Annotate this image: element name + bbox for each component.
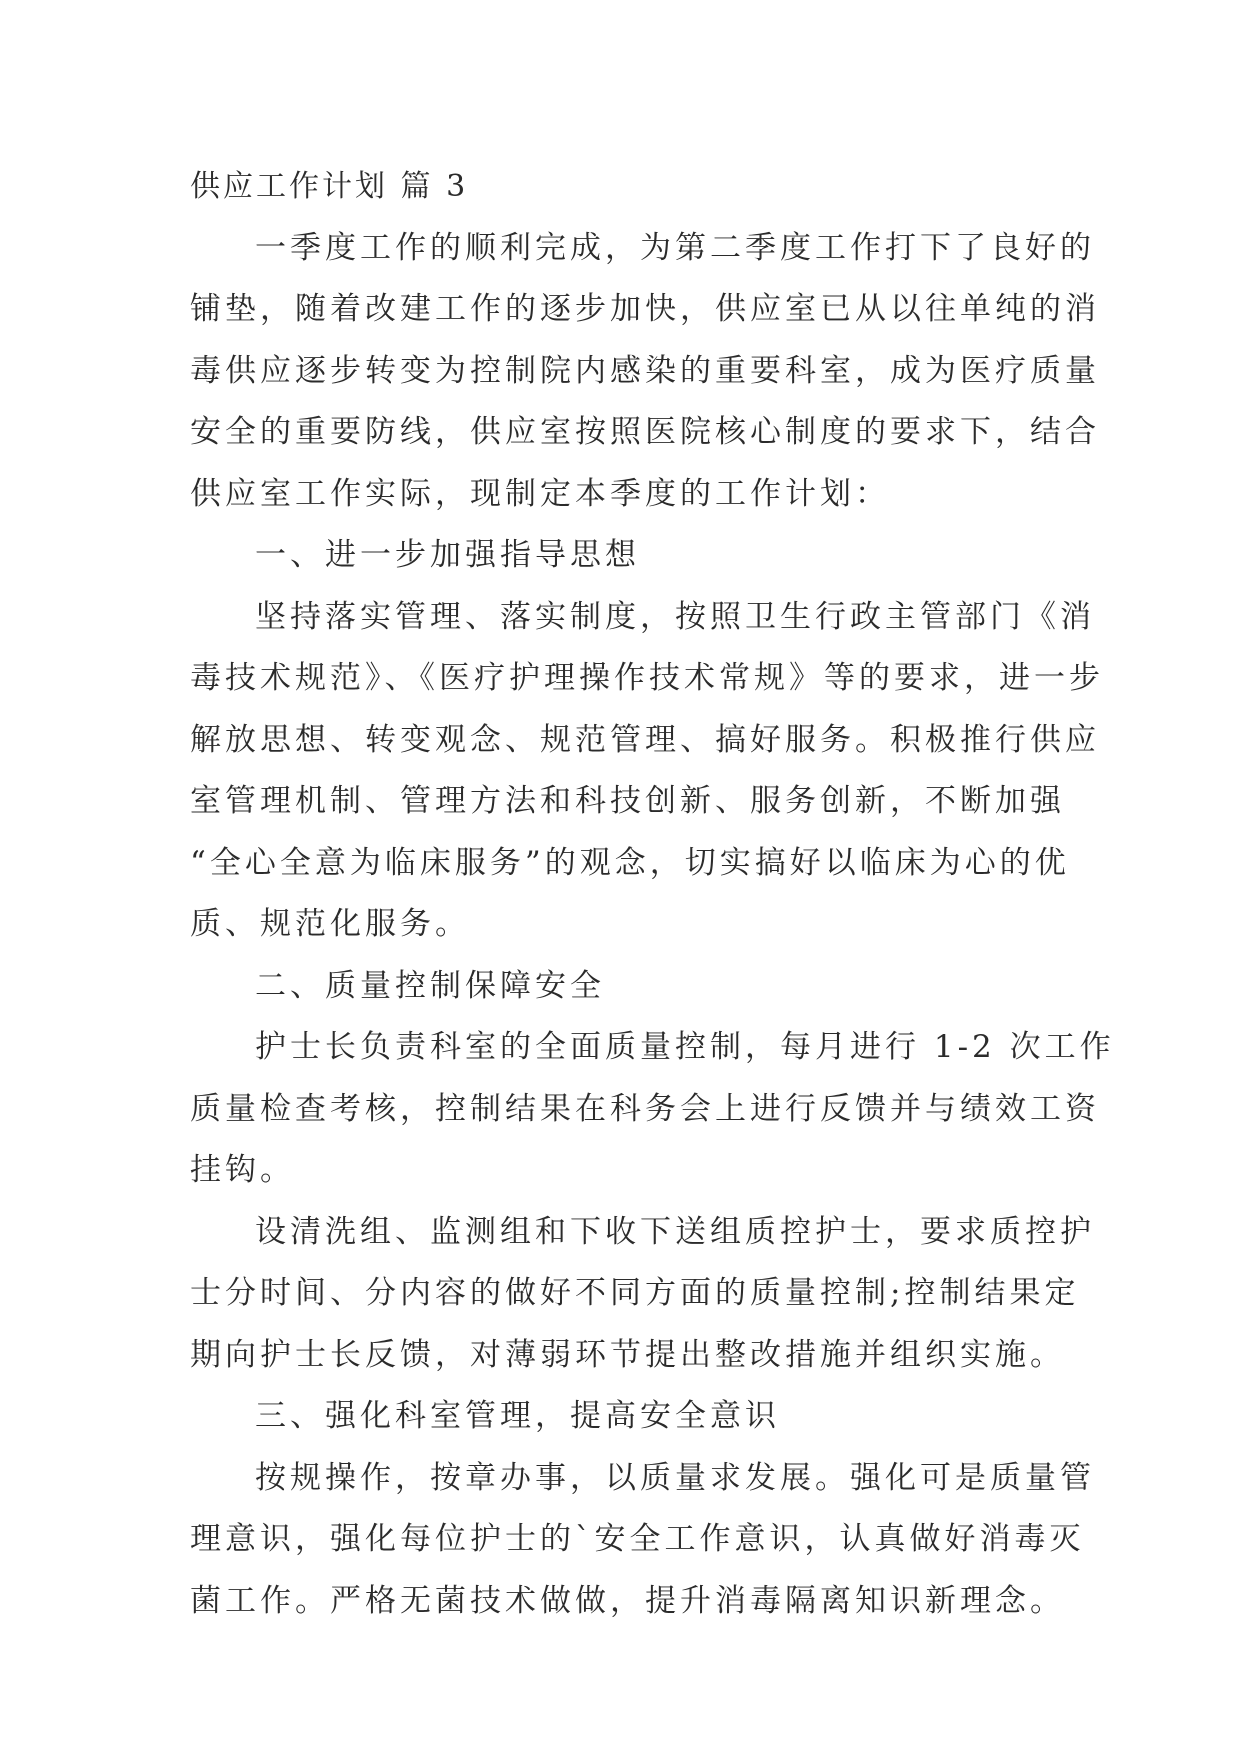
section-heading-2: 二、质量控制保障安全 bbox=[255, 967, 605, 1004]
paragraph-line: 坚持落实管理、落实制度，按照卫生行政主管部门《消 bbox=[255, 598, 1095, 635]
paragraph-line: 毒技术规范》、《医疗护理操作技术常规》等的要求，进一步 bbox=[190, 660, 1104, 696]
paragraph-line: 护士长负责科室的全面质量控制，每月进行 1-2 次工作 bbox=[255, 1029, 1115, 1065]
paragraph-line: 铺垫，随着改建工作的逐步加快，供应室已从以往单纯的消 bbox=[190, 291, 1100, 327]
paragraph-line: 按规操作，按章办事，以质量求发展。强化可是质量管 bbox=[255, 1459, 1095, 1496]
paragraph-line: 室管理机制、管理方法和科技创新、服务创新，不断加强 bbox=[190, 783, 1065, 819]
paragraph-line: “全心全意为临床服务”的观念，切实搞好以临床为心的优 bbox=[190, 844, 1070, 881]
paragraph-line: 菌工作。严格无菌技术做做，提升消毒隔离知识新理念。 bbox=[190, 1582, 1065, 1619]
paragraph-line: 期向护士长反馈，对薄弱环节提出整改措施并组织实施。 bbox=[190, 1336, 1065, 1373]
paragraph-line: 质量检查考核，控制结果在科务会上进行反馈并与绩效工资 bbox=[190, 1090, 1100, 1127]
paragraph-line: 安全的重要防线，供应室按照医院核心制度的要求下，结合 bbox=[190, 414, 1100, 450]
paragraph-line: 设清洗组、监测组和下收下送组质控护士，要求质控护 bbox=[255, 1213, 1095, 1250]
document-title: 供应工作计划 篇 3 bbox=[190, 169, 469, 204]
paragraph-line: 质、规范化服务。 bbox=[190, 906, 470, 942]
section-heading-1: 一、进一步加强指导思想 bbox=[255, 537, 640, 573]
paragraph-line: 毒供应逐步转变为控制院内感染的重要科室，成为医疗质量 bbox=[190, 352, 1100, 389]
paragraph-line: 解放思想、转变观念、规范管理、搞好服务。积极推行供应 bbox=[190, 721, 1100, 758]
paragraph-line: 一季度工作的顺利完成，为第二季度工作打下了良好的 bbox=[255, 229, 1095, 266]
paragraph-line: 理意识，强化每位护士的`安全工作意识，认真做好消毒灭 bbox=[190, 1521, 1085, 1557]
paragraph-line: 士分时间、分内容的做好不同方面的质量控制;控制结果定 bbox=[190, 1275, 1080, 1311]
section-heading-3: 三、强化科室管理，提高安全意识 bbox=[255, 1398, 780, 1434]
document-body bbox=[190, 156, 1115, 1632]
paragraph-line: 供应室工作实际，现制定本季度的工作计划： bbox=[190, 475, 890, 512]
paragraph-line: 挂钩。 bbox=[190, 1152, 295, 1188]
